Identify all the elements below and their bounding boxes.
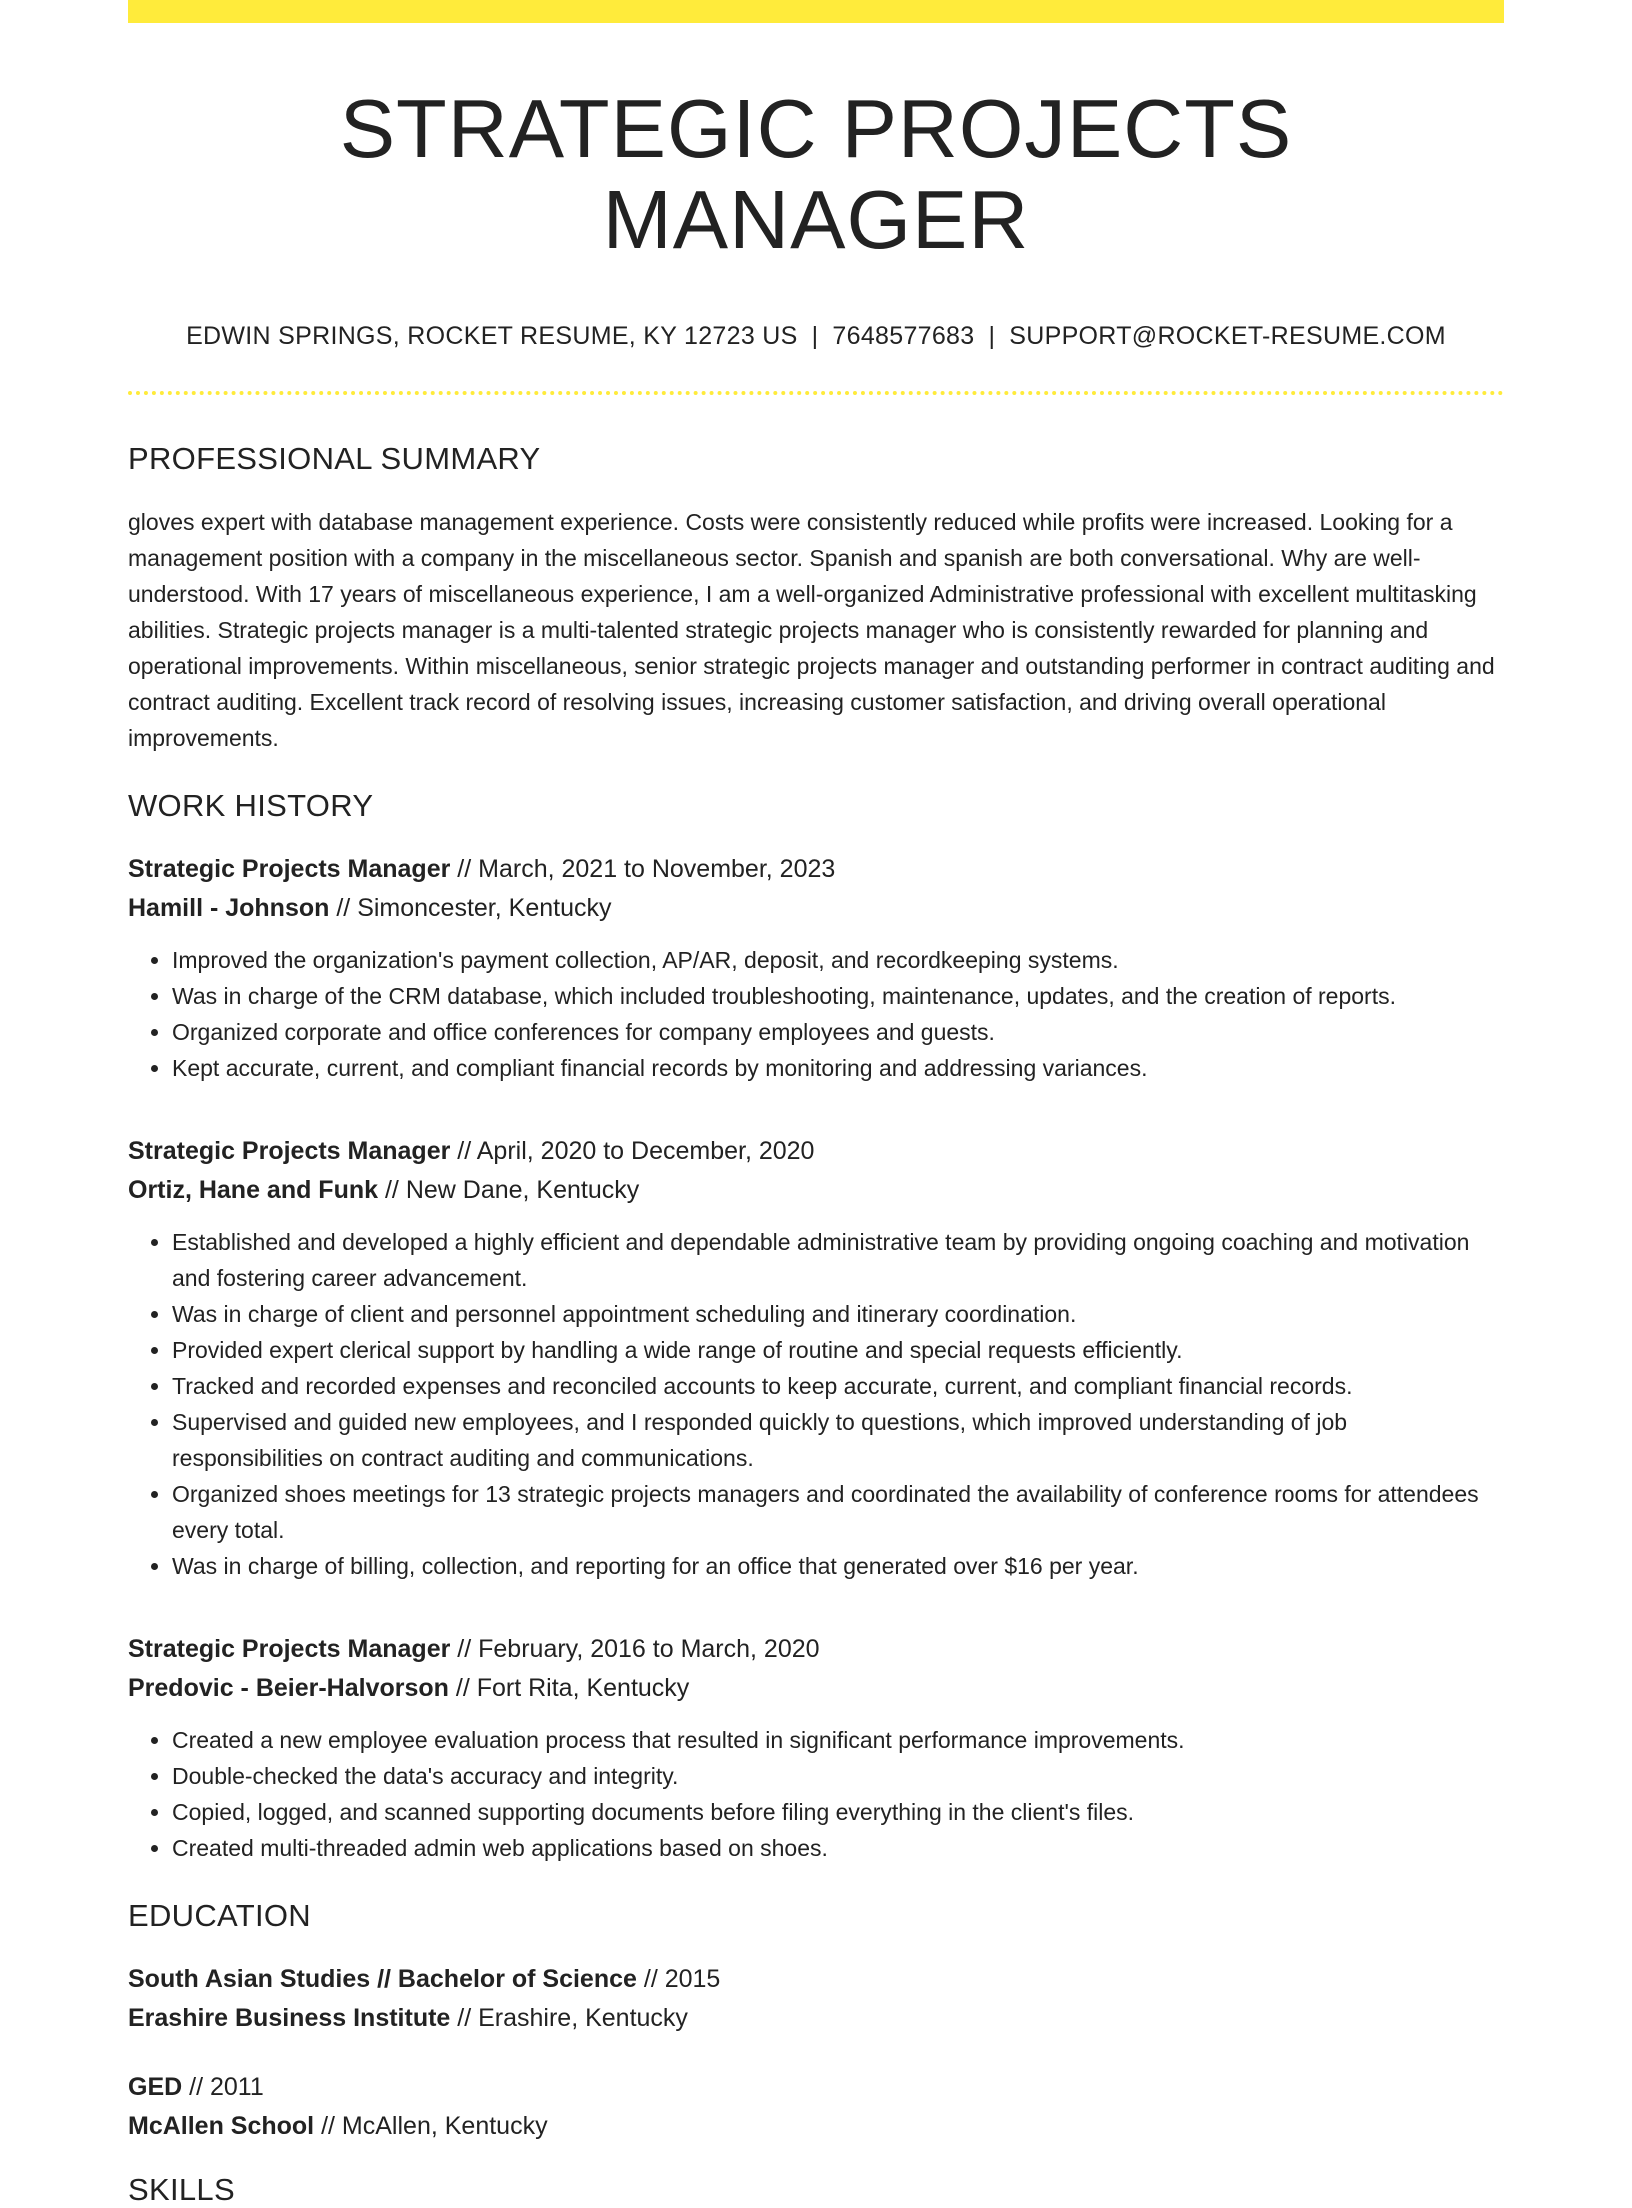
contact-separator: | (811, 321, 819, 350)
education-entry (128, 1960, 1504, 2038)
job-location: // Simoncester, Kentucky (336, 893, 612, 922)
job-dates: // March, 2021 to November, 2023 (457, 854, 836, 883)
education-school-line (128, 2107, 1504, 2146)
contact-line (128, 322, 1504, 351)
job-company: Ortiz, Hane and Funk (128, 1175, 379, 1204)
job-bullet: • Was in charge of client and personnel appointment scheduling and itinerary coordination. (172, 1296, 1504, 1332)
contact-separator: | (988, 321, 996, 350)
contact-phone: 7648577683 (832, 321, 975, 350)
job-bullet: • Was in charge of billing, collection, and reporting for an office that generated over $16 per year. (172, 1548, 1504, 1584)
job-location: // Fort Rita, Kentucky (455, 1673, 690, 1702)
job-role: Strategic Projects Manager (128, 1136, 451, 1165)
job-location: // New Dane, Kentucky (384, 1175, 640, 1204)
summary-text: gloves expert with database management experience. Costs were consistently reduced while profits were increased. Looking for a management position with a company in the miscellaneous sector. Spanish and spanish are both conversational. Why are well-understood. With 17 years of miscellaneous experience, I am a well-organized Administrative professional with excellent multitasking abilities. Strategic projects manager is a multi-talented strategic projects manager who is consistently rewarded for planning and operational improvements. Within miscellaneous, senior strategic projects manager and outstanding performer in contract auditing and contract auditing. Excellent track record of resolving issues, increasing customer satisfaction, and driving overall operational improvements. (128, 508, 1495, 751)
job-bullet: • Was in charge of the CRM database, which included troubleshooting, maintenance, updates, and the creation of reports. (172, 978, 1504, 1014)
education-school: McAllen School (128, 2111, 315, 2140)
job-bullets (128, 942, 1504, 1086)
summary-heading: PROFESSIONAL SUMMARY (128, 440, 541, 476)
job-bullet: • Organized corporate and office conferences for company employees and guests. (172, 1014, 1504, 1050)
education-year: // 2011 (189, 2072, 264, 2101)
job-title-line (128, 1630, 1504, 1669)
education-location: // Erashire, Kentucky (457, 2003, 688, 2032)
job-company-line (128, 1669, 1504, 1708)
header-divider (128, 391, 1504, 395)
resume-title: STRATEGIC PROJECTS MANAGER (339, 82, 1293, 267)
education-school-line (128, 1999, 1504, 2038)
education-location: // McAllen, Kentucky (321, 2111, 548, 2140)
job-entry (128, 1630, 1504, 1866)
job-bullet: • Kept accurate, current, and compliant financial records by monitoring and addressing variances. (172, 1050, 1504, 1086)
job-bullet: • Copied, logged, and scanned supporting documents before filing everything in the client's files. (172, 1794, 1504, 1830)
job-company-line (128, 889, 1504, 928)
job-bullet: • Supervised and guided new employees, and I responded quickly to questions, which improved understanding of job responsibilities on contract auditing and communications. (172, 1404, 1504, 1476)
job-role: Strategic Projects Manager (128, 1634, 451, 1663)
job-bullet: • Provided expert clerical support by handling a wide range of routine and special requests efficiently. (172, 1332, 1504, 1368)
education-year: // 2015 (643, 1964, 721, 1993)
job-company: Hamill - Johnson (128, 893, 330, 922)
job-bullet: • Tracked and recorded expenses and reconciled accounts to keep accurate, current, and compliant financial records. (172, 1368, 1504, 1404)
education-degree: South Asian Studies // Bachelor of Science (128, 1964, 637, 1993)
education-degree-line (128, 2068, 1504, 2107)
contact-address: EDWIN SPRINGS, ROCKET RESUME, KY 12723 US (186, 321, 798, 350)
job-entry (128, 850, 1504, 1086)
education-heading: EDUCATION (128, 1897, 311, 1933)
education-degree: GED (128, 2072, 183, 2101)
job-dates: // February, 2016 to March, 2020 (457, 1634, 820, 1663)
skills-heading: SKILLS (128, 2171, 235, 2207)
education-degree-line (128, 1960, 1504, 1999)
job-entry (128, 1132, 1504, 1584)
education-school: Erashire Business Institute (128, 2003, 451, 2032)
contact-email: SUPPORT@ROCKET-RESUME.COM (1009, 321, 1446, 350)
job-bullet: • Established and developed a highly efficient and dependable administrative team by providing ongoing coaching and motivation and fostering career advancement. (172, 1224, 1504, 1296)
job-bullet: • Created a new employee evaluation process that resulted in significant performance improvements. (172, 1722, 1504, 1758)
job-company-line (128, 1171, 1504, 1210)
job-bullet: • Organized shoes meetings for 13 strategic projects managers and coordinated the availability of conference rooms for attendees every total. (172, 1476, 1504, 1548)
job-bullets (128, 1722, 1504, 1866)
job-bullet: • Double-checked the data's accuracy and integrity. (172, 1758, 1504, 1794)
job-company: Predovic - Beier-Halvorson (128, 1673, 449, 1702)
work-history-heading: WORK HISTORY (128, 787, 374, 823)
job-bullet: • Improved the organization's payment collection, AP/AR, deposit, and recordkeeping systems. (172, 942, 1504, 978)
job-bullets (128, 1224, 1504, 1584)
job-title-line (128, 850, 1504, 889)
education-entry (128, 2068, 1504, 2146)
job-dates: // April, 2020 to December, 2020 (457, 1136, 815, 1165)
job-bullet: • Created multi-threaded admin web applications based on shoes. (172, 1830, 1504, 1866)
job-title-line (128, 1132, 1504, 1171)
job-role: Strategic Projects Manager (128, 854, 451, 883)
top-accent-bar (128, 0, 1504, 23)
resume-page (128, 0, 1504, 2208)
